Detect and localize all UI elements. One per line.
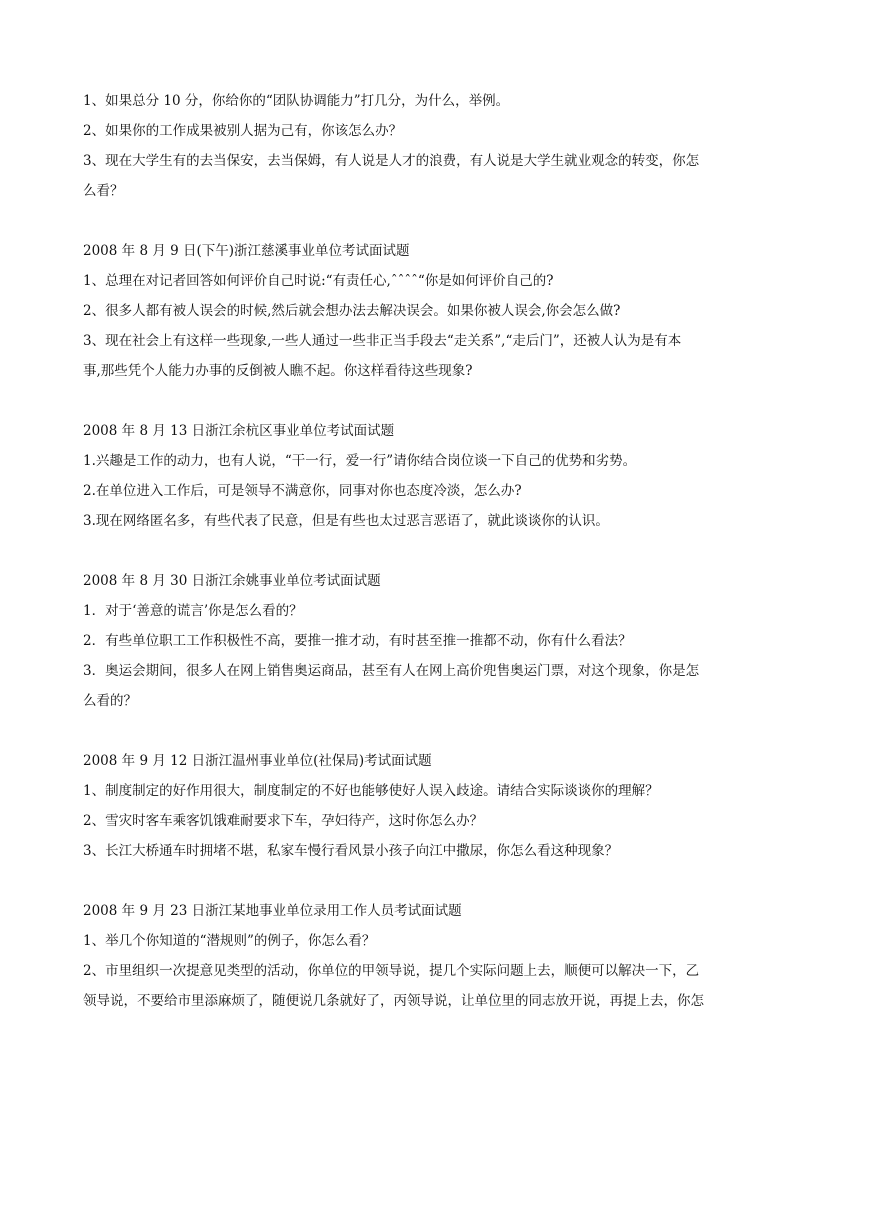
section-gap (83, 716, 791, 746)
question-line: 1、如果总分 10 分，你给你的“团队协调能力”打几分，为什么，举例。 (83, 93, 510, 109)
question-line: 2、很多人都有被人误会的时候,然后就会想办法去解决误会。如果你被人误会,你会怎么做? (83, 303, 621, 319)
section-gap (83, 386, 791, 416)
question-line: 领导说，不要给市里添麻烦了，随便说几条就好了，丙领导说，让单位里的同志放开说，再提上去，你怎 (83, 993, 704, 1009)
question-line: 3、长江大桥通车时拥堵不堪，私家车慢行看风景小孩子向江中撒尿，你怎么看这种现象？ (83, 843, 619, 859)
question-line: 3.现在网络匿名多，有些代表了民意，但是有些也太过恶言恶语了，就此谈谈你的认识。 (83, 513, 609, 529)
section-title: 2008 年 9 月 12 日浙江温州事业单位(社保局)考试面试题 (83, 753, 432, 769)
section-title: 2008 年 8 月 13 日浙江余杭区事业单位考试面试题 (83, 423, 395, 439)
section-wenzhou (83, 746, 791, 866)
section-title: 2008 年 8 月 9 日(下午)浙江慈溪事业单位考试面试题 (83, 243, 410, 259)
section-yuyao (83, 566, 791, 716)
section-gap (83, 206, 791, 236)
question-line: 么看的？ (83, 693, 137, 709)
question-line: 2、雪灾时客车乘客饥饿难耐要求下车，孕妇待产，这时你怎么办？ (83, 813, 484, 829)
section-title: 2008 年 9 月 23 日浙江某地事业单位录用工作人员考试面试题 (83, 903, 462, 919)
question-line: 1、举几个你知道的“潜规则”的例子，你怎么看？ (83, 933, 376, 949)
question-line: 2、市里组织一次提意见类型的活动，你单位的甲领导说，提几个实际问题上去，顺便可以解决一下，乙 (83, 963, 700, 979)
question-line: 1.兴趣是工作的动力，也有人说，“干一行，爱一行”请你结合岗位谈一下自己的优势和劣势。 (83, 453, 637, 469)
question-line: 2．有些单位职工工作积极性不高，要推一推才动，有时甚至推一推都不动，你有什么看法？ (83, 633, 632, 649)
section-gap (83, 536, 791, 566)
question-line: 2、如果你的工作成果被别人据为己有，你该怎么办？ (83, 123, 403, 139)
intro-questions (83, 86, 791, 206)
section-gap (83, 866, 791, 896)
question-line: 事,那些凭个人能力办事的反倒被人瞧不起。你这样看待这些现象? (83, 363, 473, 379)
question-line: 2.在单位进入工作后，可是领导不满意你，同事对你也态度冷淡，怎么办? (83, 483, 522, 499)
question-line: 1．对于‘善意的谎言’你是怎么看的？ (83, 603, 303, 619)
question-line: 1、总理在对记者回答如何评价自己时说:“有责任心,ˆˆˆˆ“你是如何评价自己的? (83, 273, 554, 289)
section-yuhang (83, 416, 791, 536)
document-page (83, 86, 791, 1016)
question-line: 么看？ (83, 183, 124, 199)
section-title: 2008 年 8 月 30 日浙江余姚事业单位考试面试题 (83, 573, 381, 589)
question-line: 3、现在大学生有的去当保安，去当保姆，有人说是人才的浪费，有人说是大学生就业观念的转变，你怎 (83, 153, 700, 169)
question-line: 3、现在社会上有这样一些现象,一些人通过一些非正当手段去“走关系”,“走后门”，还被人认为是有本 (83, 333, 682, 349)
question-line: 1、制度制定的好作用很大，制度制定的不好也能够使好人误入歧途。请结合实际谈谈你的理解？ (83, 783, 659, 799)
question-line: 3．奥运会期间，很多人在网上销售奥运商品，甚至有人在网上高价兜售奥运门票，对这个现象，你是怎 (83, 663, 700, 679)
section-cixi (83, 236, 791, 386)
section-zhejiang-unknown (83, 896, 791, 1016)
